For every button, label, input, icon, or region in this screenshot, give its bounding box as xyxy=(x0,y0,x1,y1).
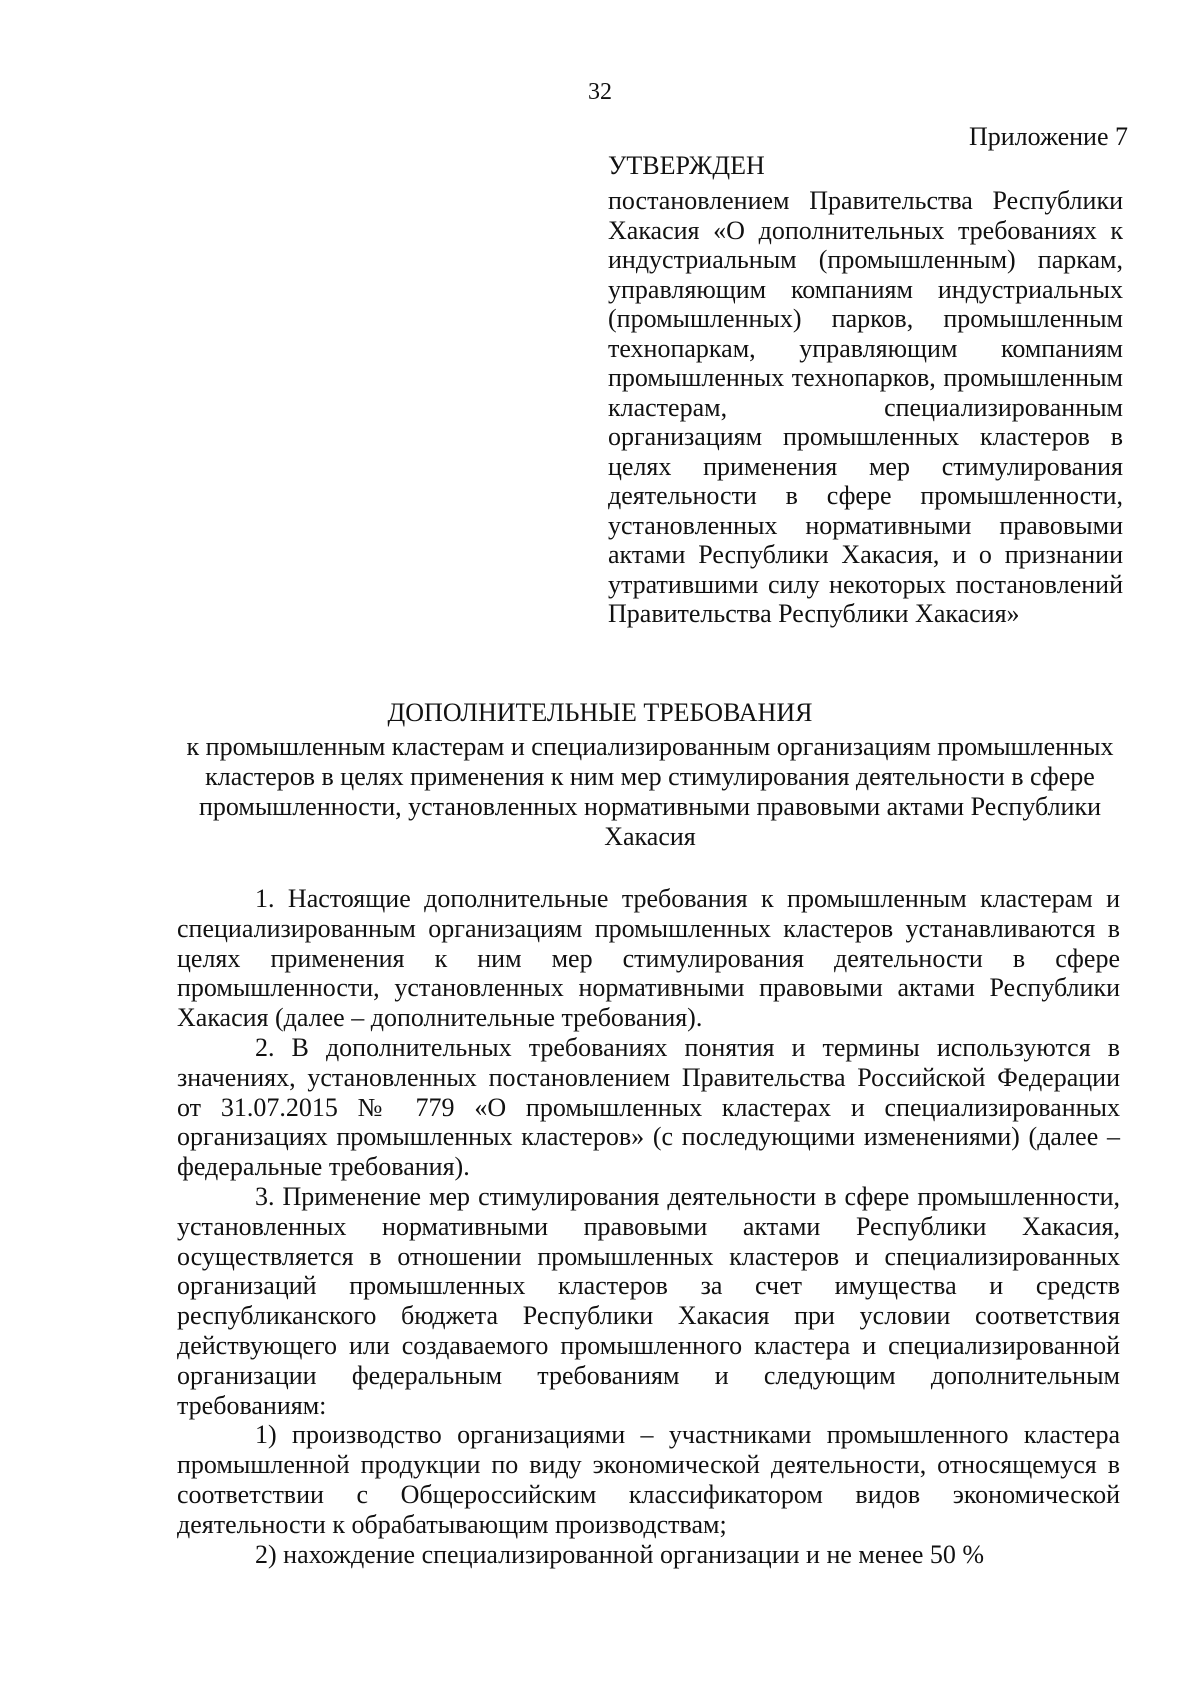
approval-text: постановлением Правительства Республики Хакасия «О дополнительных требованиях к индустриальным (промышленным) паркам, управляющим компаниям индустриальных (промышленных) парков, промышленным технопаркам, управляющим компаниям промышленных технопарков, промышленным кластерам, специализированным организациям промышленных кластеров в целях применения мер стимулирования деятельности в сфере промышленности, установленных нормативными правовыми актами Республики Хакасия, и о признании утратившими силу некоторых постановлений Правительства Республики Хакасия» xyxy=(608,186,1123,628)
document-body xyxy=(177,884,1120,1569)
appendix-label: Приложение 7 xyxy=(968,122,1128,151)
document-title: ДОПОЛНИТЕЛЬНЫЕ ТРЕБОВАНИЯ xyxy=(387,698,813,727)
paragraph-3-item-2: 2) нахождение специализированной организации и не менее 50 % xyxy=(255,1539,985,1569)
paragraph-2: 2. В дополнительных требованиях понятия и термины используются в значениях, установленных постановлением Правительства Российской Федерации от 31.07.2015 № 779 «О промышленных кластерах и специализированных организациях промышленных кластеров» (с последующими изменениями) (далее – федеральные требования). xyxy=(177,1032,1120,1182)
approval-block xyxy=(608,148,1123,629)
page-number: 32 xyxy=(588,79,612,105)
paragraph-1: 1. Настоящие дополнительные требования к промышленным кластерам и специализированным организациям промышленных кластеров устанавливаются в целях применения к ним мер стимулирования деятельности в сфере промышленности, установленных нормативными правовыми актами Республики Хакасия (далее – дополнительные требования). xyxy=(177,884,1120,1033)
document-subtitle: к промышленным кластерам и специализированным организациям промышленных кластеров в целях применения к ним мер стимулирования деятельности в сфере промышленности, установленных нормативными правовыми актами Республики Хакасия xyxy=(186,732,1114,851)
approved-heading: УТВЕРЖДЕН xyxy=(608,151,765,180)
paragraph-3: 3. Применение мер стимулирования деятельности в сфере промышленности, установленных нормативными правовыми актами Республики Хакасия, осуществляется в отношении промышленных кластеров и специализированных организаций промышленных кластеров за счет имущества и средств республиканского бюджета Республики Хакасия при условии соответствия действующего или создаваемого промышленного кластера и специализированной организации федеральным требованиям и следующим дополнительным требованиям: xyxy=(177,1181,1120,1420)
paragraph-3-item-1: 1) производство организациями – участниками промышленного кластера промышленной продукции по виду экономической деятельности, относящемуся в соответствии с Общероссийским классификатором видов экономической деятельности к обрабатывающим производствам; xyxy=(177,1420,1120,1539)
